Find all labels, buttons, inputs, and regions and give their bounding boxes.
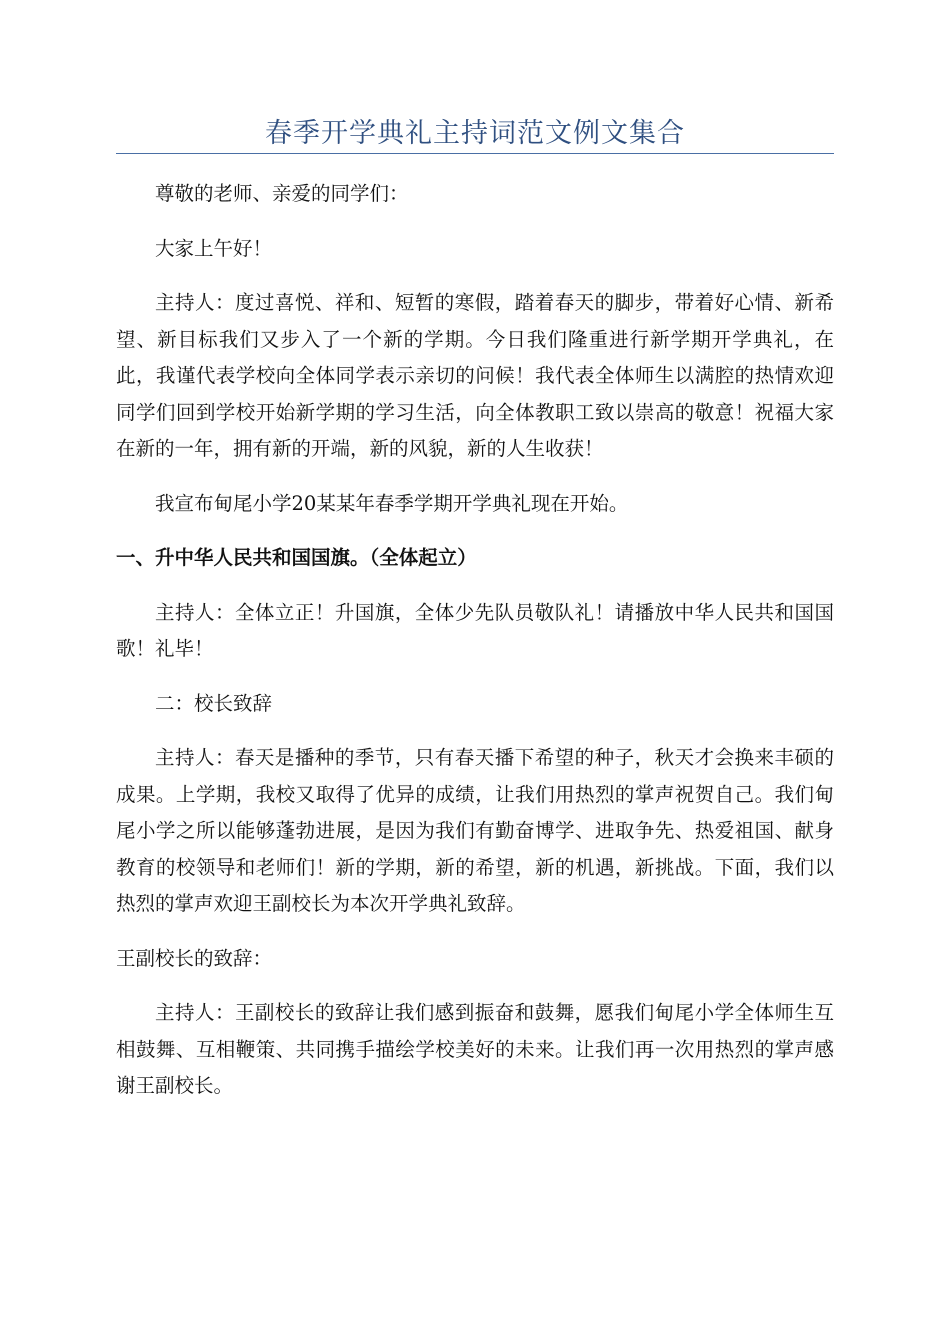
salutation-paragraph: 大家上午好！ [155,236,273,260]
section-heading-flag-raising: 一、升中华人民共和国国旗。（全体起立） [116,546,477,569]
document-body [116,176,834,1105]
opening-remarks-paragraph: 主持人：度过喜悦、祥和、短暂的寒假，踏着春天的脚步，带着好心情、新希望、新目标我们又步入了一个新的学期。今日我们隆重进行新学期开学典礼，在此，我谨代表学校向全体同学表示亲切的问候！我代表全体师生以满腔的热情欢迎同学们回到学校开始新学期的学习生活，向全体教职工致以崇高的敬意！祝福大家在新的一年，拥有新的开端，新的风貌，新的人生收获！ [116,291,834,460]
flag-raising-paragraph: 主持人：全体立正！升国旗，全体少先队员敬队礼！请播放中华人民共和国国歌！礼毕！ [116,600,834,660]
greeting-paragraph: 尊敬的老师、亲爱的同学们： [155,182,409,205]
section-heading-principal-speech: 二：校长致辞 [155,691,273,715]
vice-principal-speech-label: 王副校长的致辞： [116,946,273,970]
principal-intro-paragraph: 主持人：春天是播种的季节，只有春天播下希望的种子，秋天才会换来丰硕的成果。上学期，我校又取得了优异的成绩，让我们用热烈的掌声祝贺自己。我们甸尾小学之所以能够蓬勃进展，是因为我们有勤奋博学、进取争先、热爱祖国、献身教育的校领导和老师们！新的学期，新的希望，新的机遇，新挑战。下面，我们以热烈的掌声欢迎王副校长为本次开学典礼致辞。 [116,746,834,915]
closing-thanks-paragraph: 主持人：王副校长的致辞让我们感到振奋和鼓舞，愿我们甸尾小学全体师生互相鼓舞、互相鞭策、共同携手描绘学校美好的未来。让我们再一次用热烈的掌声感谢王副校长。 [116,1001,834,1097]
announcement-paragraph: 我宣布甸尾小学20某某年春季学期开学典礼现在开始。 [155,491,629,515]
document-title: 春季开学典礼主持词范文例文集合 [265,118,685,149]
title-underline [116,153,834,154]
